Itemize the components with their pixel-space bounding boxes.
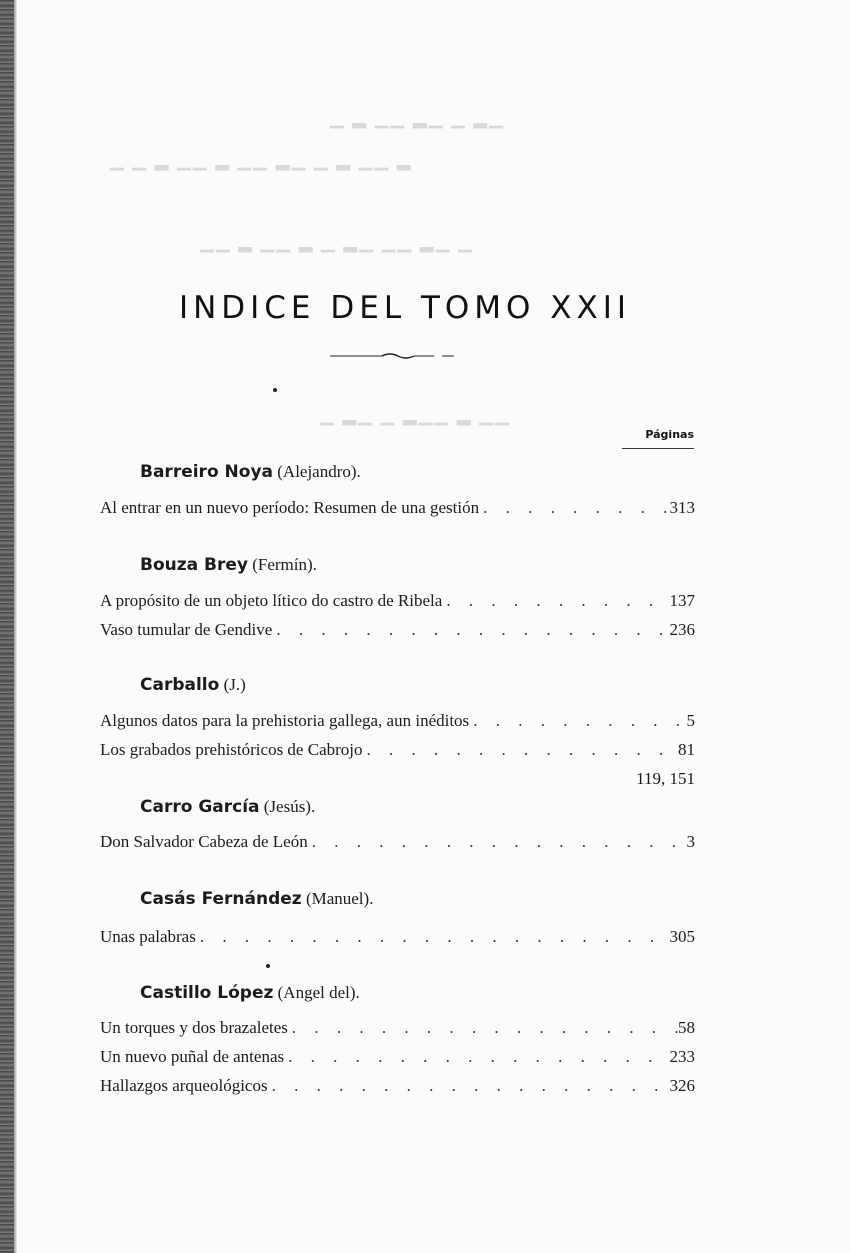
show-through-texture: ▁▁ ▂ ▁▁ ▂ ▁ ▂▁ ▁▁ ▂▁ ▁ <box>200 232 474 252</box>
binding-shadow <box>14 0 17 1253</box>
author-surname: Carro García <box>140 797 260 817</box>
entry-title: Algunos datos para la prehistoria gallega, aun inéditos <box>100 711 470 730</box>
author-given-name: (Manuel). <box>305 889 374 908</box>
entry-title: Vaso tumular de Gendive <box>100 620 273 639</box>
show-through-texture: ▁ ▂ ▁▁ ▂▁ ▁ ▂▁ <box>330 108 506 128</box>
author-given-name: (Jesús). <box>263 797 316 816</box>
title-ornament <box>330 350 470 362</box>
dot-leader <box>479 498 669 518</box>
entry-page: 58 <box>678 1018 695 1037</box>
dot-leader <box>288 1018 678 1038</box>
print-dot <box>273 388 277 392</box>
index-entry <box>100 620 695 642</box>
index-entry <box>100 1018 695 1040</box>
index-entry <box>100 591 695 613</box>
entry-page: 313 <box>669 498 695 517</box>
show-through-texture: ▁ ▁ ▂ ▁▁ ▂ ▁▁ ▂▁ ▁ ▂ ▁▁ ▂ <box>110 150 413 170</box>
author-surname: Castillo López <box>140 983 274 1003</box>
entry-page: 326 <box>669 1076 695 1095</box>
author-given-name: (Angel del). <box>277 983 360 1002</box>
pages-column-label: Páginas <box>645 428 694 441</box>
entry-page: 81 <box>678 740 695 759</box>
author-surname: Barreiro Noya <box>140 462 273 482</box>
entry-page: 5 <box>686 711 695 730</box>
entry-page: 137 <box>669 591 695 610</box>
author-heading <box>140 555 317 575</box>
pages-column-rule <box>622 448 694 449</box>
author-given-name: (Alejandro). <box>277 462 361 481</box>
index-entry <box>100 832 695 854</box>
dot-leader <box>442 591 669 611</box>
index-entry <box>100 1076 695 1098</box>
dot-leader <box>308 832 687 852</box>
entry-title: Un nuevo puñal de antenas <box>100 1047 285 1066</box>
entry-title: Hallazgos arqueológicos <box>100 1076 268 1095</box>
dot-leader <box>196 927 670 947</box>
page-title: INDICE DEL TOMO XXII <box>178 290 632 326</box>
index-entry <box>100 1047 695 1069</box>
author-heading <box>140 462 361 482</box>
index-entry <box>100 740 695 762</box>
index-entry <box>100 711 695 733</box>
entry-page: 236 <box>669 620 695 639</box>
entry-title: A propósito de un objeto lítico do castro de Ribela <box>100 591 443 610</box>
index-entry <box>100 498 695 520</box>
author-heading <box>140 675 246 695</box>
show-through-texture: ▁ ▂▁ ▁ ▂▁▁ ▂ ▁▁ <box>320 405 511 425</box>
author-surname: Bouza Brey <box>140 555 248 575</box>
entry-page: 3 <box>686 832 695 851</box>
entry-page: 305 <box>669 927 695 946</box>
entry-title: Al entrar en un nuevo período: Resumen de una gestión <box>100 498 480 517</box>
entry-page-continuation: 119, 151 <box>636 769 695 788</box>
dot-leader <box>363 740 679 760</box>
entry-title: Los grabados prehistóricos de Cabrojo <box>100 740 363 759</box>
entry-page: 233 <box>669 1047 695 1066</box>
author-heading <box>140 983 360 1003</box>
author-surname: Casás Fernández <box>140 889 302 909</box>
print-dot <box>266 964 270 968</box>
author-surname: Carballo <box>140 675 220 695</box>
book-binding <box>0 0 14 1253</box>
author-given-name: (J.) <box>223 675 246 694</box>
dot-leader <box>272 620 669 640</box>
author-given-name: (Fermín). <box>252 555 317 574</box>
entry-title: Un torques y dos brazaletes <box>100 1018 288 1037</box>
dot-leader <box>284 1047 669 1067</box>
entry-title: Unas palabras <box>100 927 196 946</box>
dot-leader <box>268 1076 670 1096</box>
entry-title: Don Salvador Cabeza de León <box>100 832 308 851</box>
index-entry <box>100 927 695 949</box>
dot-leader <box>469 711 686 731</box>
author-heading <box>140 889 373 909</box>
author-heading <box>140 797 315 817</box>
